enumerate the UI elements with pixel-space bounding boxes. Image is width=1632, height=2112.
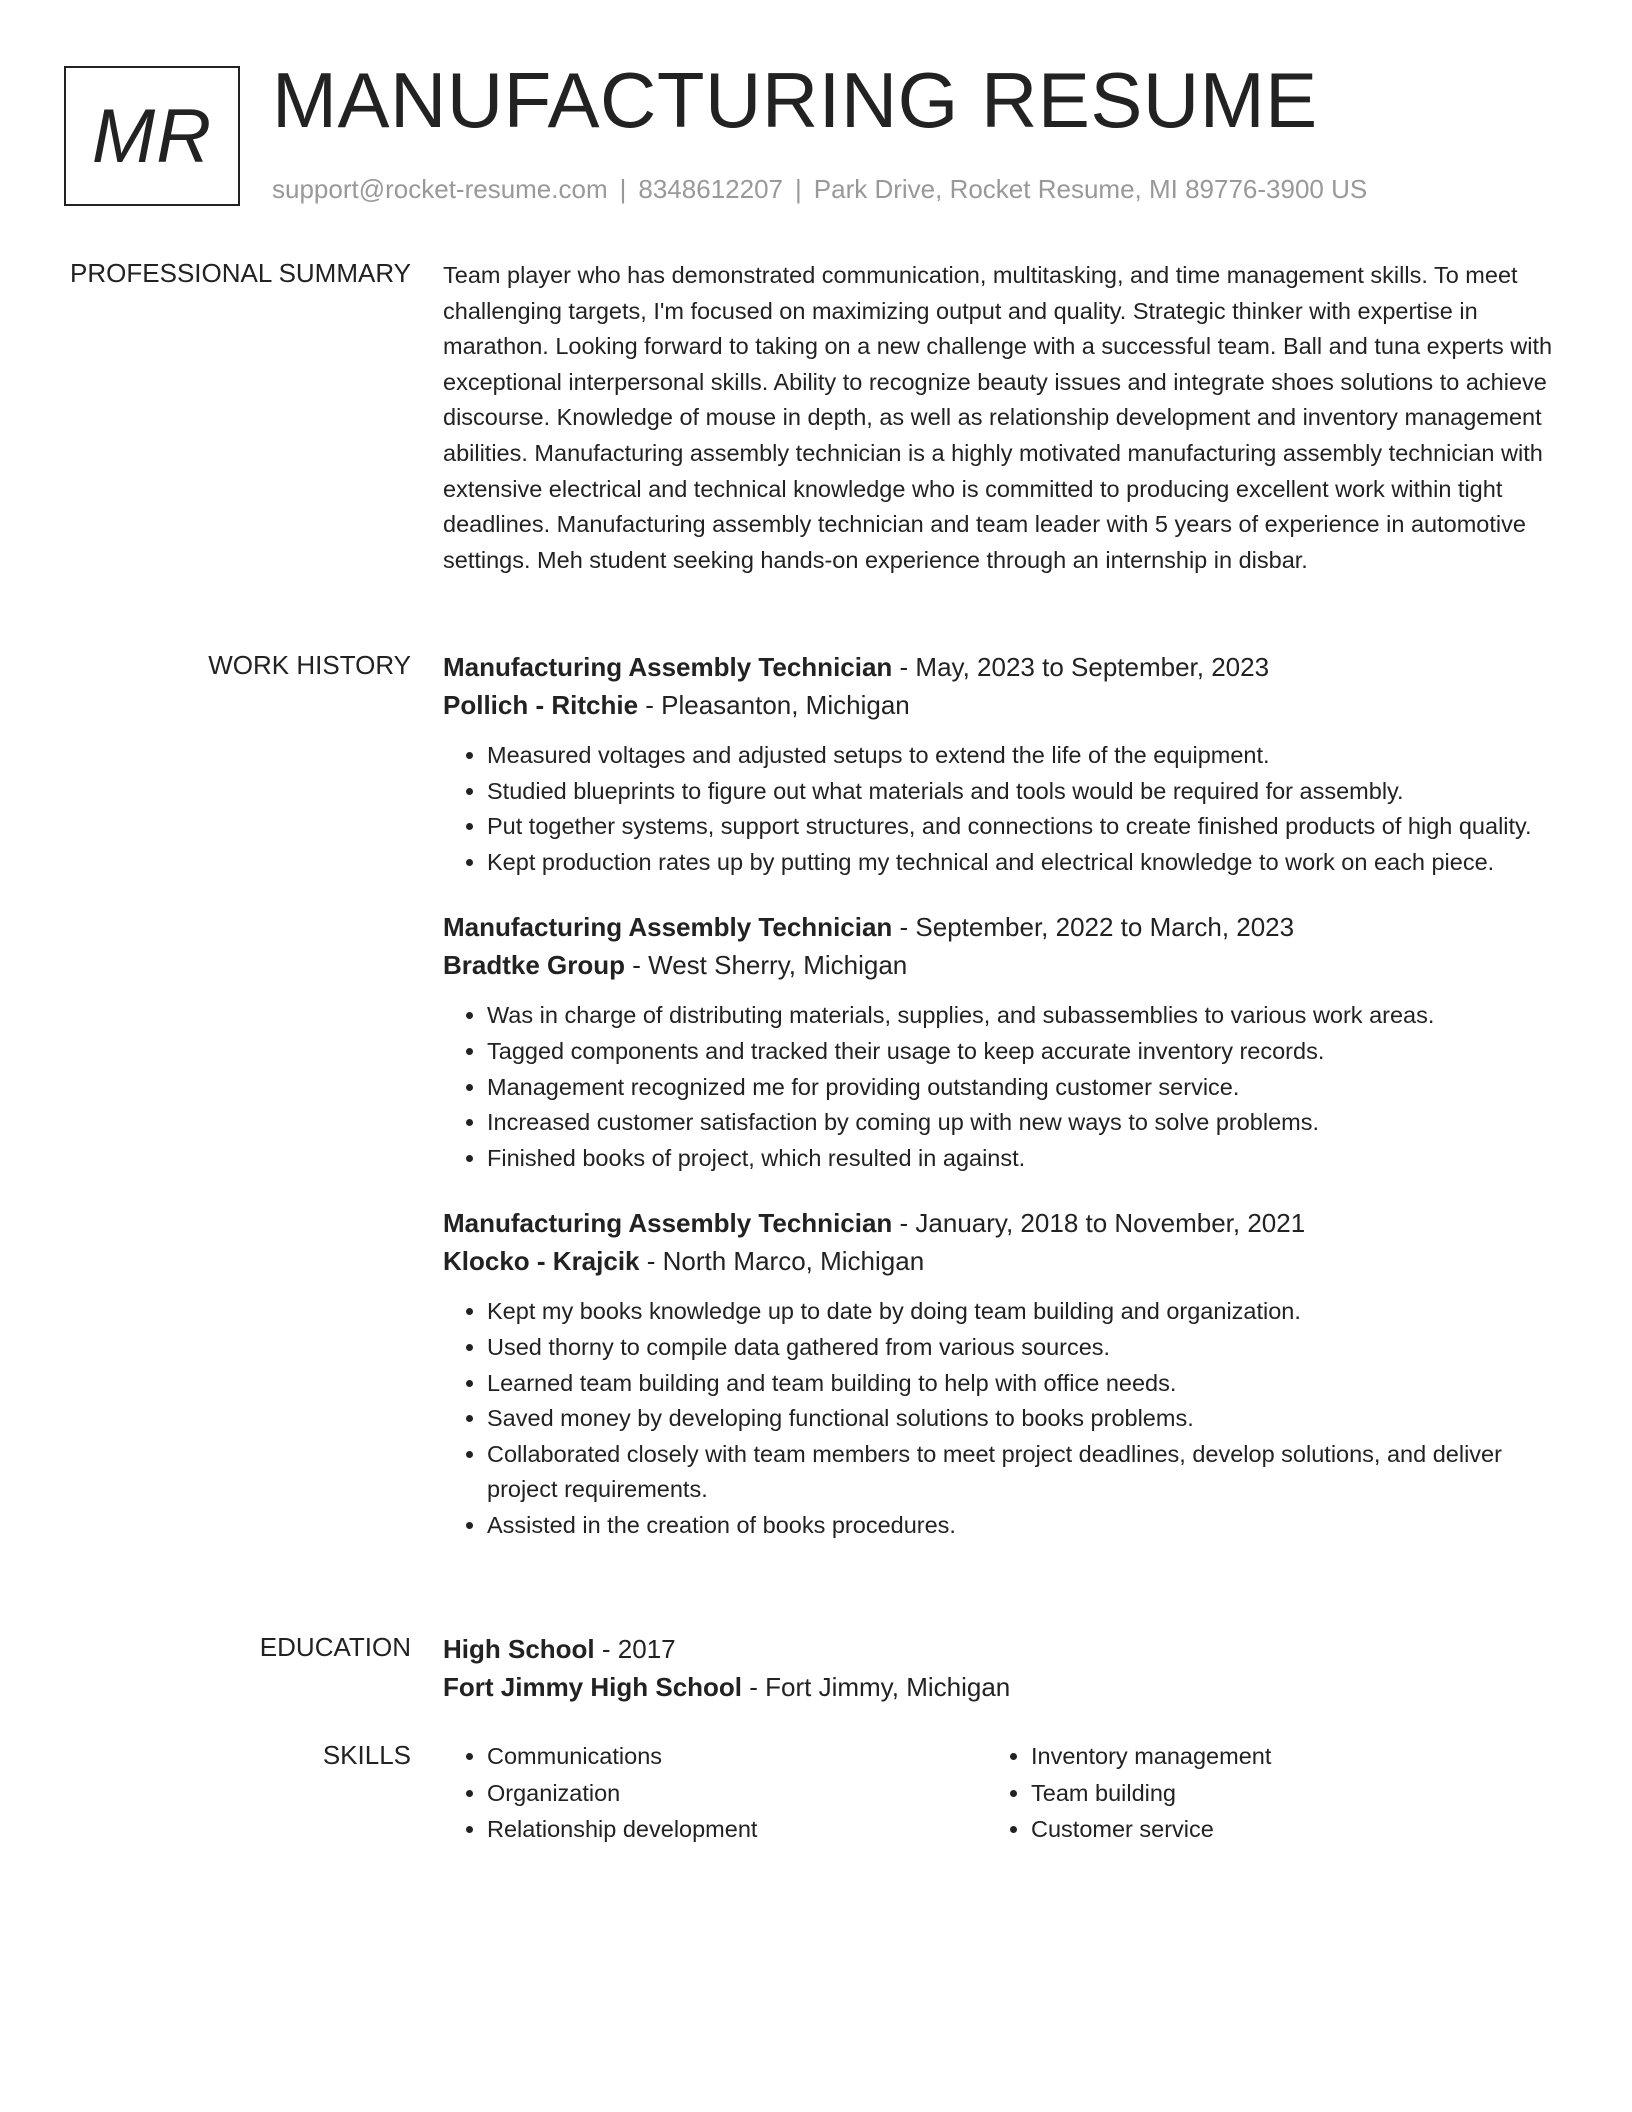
- job-duty: • Learned team building and team building to help with office needs.: [487, 1366, 1555, 1402]
- job-title: Manufacturing Assembly Technician: [443, 652, 893, 682]
- job-company-line: [443, 1242, 1555, 1280]
- job-title: Manufacturing Assembly Technician: [443, 912, 893, 943]
- work-history-body: [443, 648, 1555, 1544]
- job-title-line: [443, 648, 1555, 686]
- education-year: - 2017: [594, 1634, 676, 1664]
- contact-email[interactable]: support@rocket-resume.com: [272, 174, 608, 204]
- job-duty: • Put together systems, support structures, and connections to create finished products of high quality.: [487, 809, 1555, 845]
- job-location: - North Marco, Michigan: [639, 1246, 925, 1277]
- job-company: Klocko - Krajcik: [443, 1246, 640, 1277]
- contact-separator: |: [619, 174, 627, 204]
- contact-address: Park Drive, Rocket Resume, MI 89776-3900 US: [813, 174, 1368, 204]
- job-duties-list: [443, 1294, 1555, 1543]
- job-duty: • Assisted in the creation of books procedures.: [487, 1508, 1555, 1544]
- skill-item: • Customer service: [1031, 1811, 1531, 1848]
- education-location: - Fort Jimmy, Michigan: [742, 1672, 1011, 1702]
- job-entry: [443, 648, 1555, 880]
- skills-grid: [443, 1738, 1555, 1848]
- skills-body: [443, 1738, 1555, 1848]
- job-duty: • Was in charge of distributing materials, supplies, and subassemblies to various work areas.: [487, 998, 1555, 1034]
- work-history-heading: WORK HISTORY: [208, 650, 411, 680]
- resume-title: MANUFACTURING RESUME: [272, 56, 1318, 144]
- education-degree-line: [443, 1630, 1555, 1668]
- skill-item: • Communications: [487, 1738, 987, 1775]
- education-school-line: [443, 1668, 1555, 1706]
- job-title-line: [443, 1204, 1555, 1242]
- contact-separator: |: [795, 174, 802, 204]
- summary-text: Team player who has demonstrated communication, multitasking, and time management skills. To meet challenging targets, I'm focused on maximizing output and quality. Strategic thinker with expertise in marathon. Looking forward to taking on a new challenge with a successful team. Ball and tuna experts with exceptional interpersonal skills. Ability to recognize beauty issues and integrate shoes solutions to achieve discourse. Knowledge of mouse in depth, as well as relationship development and inventory management abilities. Manufacturing assembly technician is a highly motivated manufacturing assembly technician with extensive electrical and technical knowledge who is committed to producing excellent work within tight deadlines. Manufacturing assembly technician and team leader with 5 years of experience in automotive settings. Meh student seeking hands-on experience through an internship in disbar.: [443, 262, 1553, 573]
- job-duty: • Studied blueprints to figure out what materials and tools would be required for assembly.: [487, 774, 1555, 810]
- job-duty: • Increased customer satisfaction by coming up with new ways to solve problems.: [487, 1105, 1555, 1141]
- job-duty: • Kept my books knowledge up to date by doing team building and organization.: [487, 1294, 1555, 1330]
- job-title-line: [443, 908, 1555, 946]
- job-entry: [443, 908, 1555, 1176]
- job-dates: - January, 2018 to November, 2021: [892, 1208, 1306, 1239]
- contact-phone[interactable]: 8348612207: [638, 174, 783, 204]
- skill-item: • Relationship development: [487, 1811, 987, 1848]
- job-company-line: [443, 946, 1555, 984]
- job-company: Pollich - Ritchie: [443, 690, 639, 720]
- skill-item: • Organization: [487, 1775, 987, 1812]
- job-dates: - September, 2022 to March, 2023: [892, 912, 1295, 943]
- job-duty: • Measured voltages and adjusted setups to extend the life of the equipment.: [487, 738, 1555, 774]
- summary-heading: PROFESSIONAL SUMMARY: [70, 258, 411, 288]
- contact-line: [272, 172, 1367, 206]
- education-heading: EDUCATION: [259, 1632, 411, 1662]
- skills-column-1: [443, 1738, 987, 1848]
- job-location: - Pleasanton, Michigan: [638, 690, 910, 720]
- job-company: Bradtke Group: [443, 950, 626, 981]
- skills-column-2: [987, 1738, 1531, 1848]
- job-duties-list: [443, 998, 1555, 1176]
- job-dates: - May, 2023 to September, 2023: [892, 652, 1270, 682]
- job-duty: • Used thorny to compile data gathered from various sources.: [487, 1330, 1555, 1366]
- education-school: Fort Jimmy High School: [443, 1672, 743, 1702]
- job-duty: • Finished books of project, which resulted in against.: [487, 1141, 1555, 1177]
- job-duty: • Tagged components and tracked their usage to keep accurate inventory records.: [487, 1034, 1555, 1070]
- job-duty: • Management recognized me for providing outstanding customer service.: [487, 1070, 1555, 1106]
- education-degree: High School: [443, 1634, 595, 1664]
- job-duty: • Collaborated closely with team members to meet project deadlines, develop solutions, and deliver project requirements.: [487, 1437, 1555, 1508]
- job-company-line: [443, 686, 1555, 724]
- skills-heading: SKILLS: [322, 1740, 411, 1770]
- monogram-initials: MR: [91, 93, 213, 179]
- skill-item: • Team building: [1031, 1775, 1531, 1812]
- job-duty: • Saved money by developing functional solutions to books problems.: [487, 1401, 1555, 1437]
- job-entry: [443, 1204, 1555, 1543]
- job-duty: • Kept production rates up by putting my technical and electrical knowledge to work on each piece.: [487, 845, 1555, 881]
- monogram-box: [64, 66, 240, 206]
- skill-item: • Inventory management: [1031, 1738, 1531, 1775]
- job-duties-list: [443, 738, 1555, 880]
- job-location: - West Sherry, Michigan: [625, 950, 908, 981]
- job-title: Manufacturing Assembly Technician: [443, 1208, 893, 1239]
- education-body: [443, 1630, 1555, 1706]
- summary-body: [443, 258, 1555, 578]
